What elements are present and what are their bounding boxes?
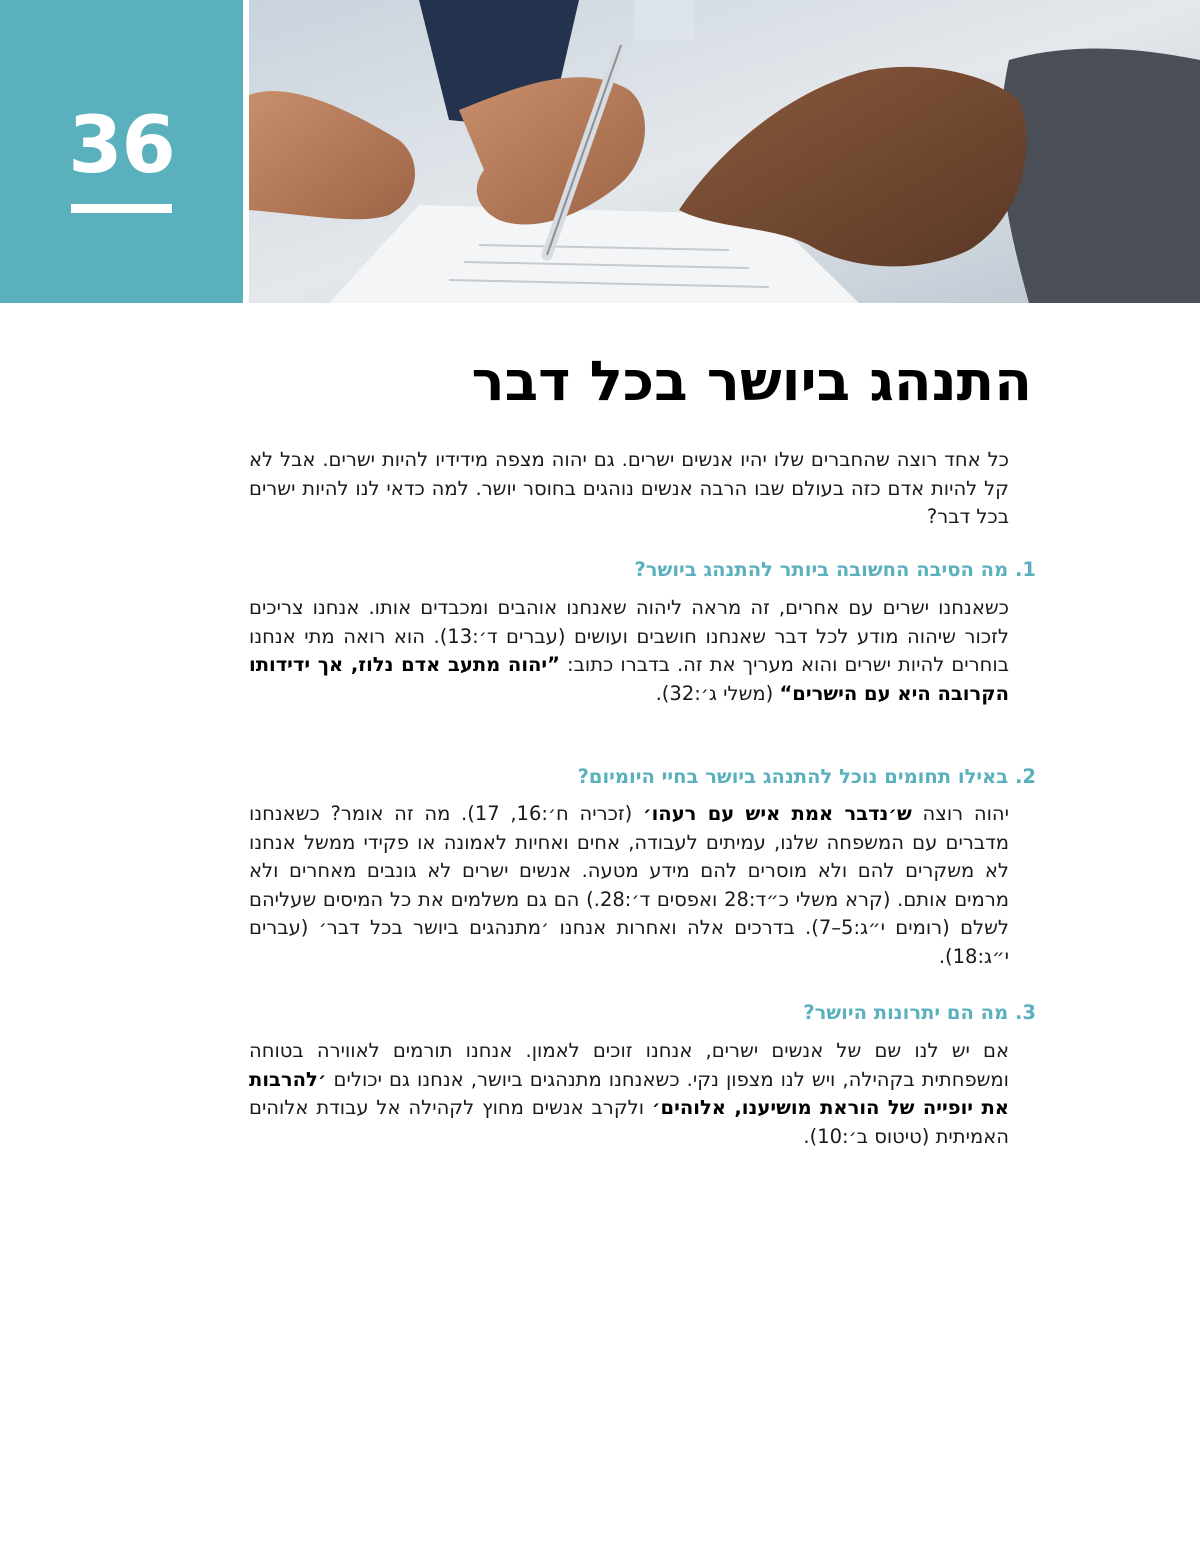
answer-2-text-a: יהוה רוצה — [911, 802, 1010, 825]
answer-1-paragraph — [249, 594, 1009, 708]
hands-signing-document-photo — [249, 0, 1200, 303]
intro-paragraph: כל אחד רוצה שהחברים שלו יהיו אנשים ישרים. גם יהוה מצפה מידידיו להיות ישרים. אבל לא קל להיות אדם כזה בעולם שבו הרבה אנשים נוהגים בחוסר יושר. למה כדאי לנו להיות ישרים בכל דבר? — [249, 448, 1009, 528]
lesson-number: 36 — [68, 101, 175, 191]
question-3-text: מה הם יתרונות היושר? — [803, 1001, 1009, 1024]
answer-3-text-a: אם יש לנו שם של אנשים ישרים, אנחנו זוכים לאמון. אנחנו תורמים לאווירה בטוחה ומשפחתית בקהילה, ויש לנו מצפון נקי. כשאנחנו מתנהגים ביושר, אנחנו גם יכולים — [249, 1039, 1009, 1091]
question-2 — [578, 764, 1036, 790]
question-2-number: 2. — [1015, 765, 1036, 788]
question-3 — [803, 1000, 1036, 1026]
answer-2-quote: ש׳נדבר אמת איש עם רעהו׳ — [642, 802, 912, 825]
answer-1-quote: ”יהוה מתעב אדם נלוז, אך ידידותו הקרובה היא עם הישרים“ — [249, 653, 1009, 705]
question-1 — [634, 557, 1036, 583]
answer-3-paragraph — [249, 1037, 1009, 1151]
question-1-text: מה הסיבה החשובה ביותר להתנהג ביושר? — [634, 558, 1009, 581]
answer-1-text-b: (משלי ג׳:32). — [655, 681, 780, 705]
answer-2-text-b: (זכריה ח׳:16, 17). מה זה אומר? כשאנחנו מדברים עם המשפחה שלנו, עמיתים לעבודה, אחים ואחיות לאמונה או פקידי ממשל אנחנו לא משקרים להם ולא מוסרים להם מידע מטעה. אנשים ישרים לא גונבים מאחרים ולא מרמים אותם. (קרא משלי כ״ד:28 ואפסים ד׳:28.) הם גם משלמים את כל המיסים שעליהם לשלם (רומים י״ג:5–7). בדרכים אלה ואחרות אנחנו ׳מתנהגים ביושר בכל דבר׳ (עברים י״ג:18). — [249, 802, 1010, 968]
question-1-number: 1. — [1015, 558, 1036, 581]
question-2-text: באילו תחומים נוכל להתנהג ביושר בחיי היומיום? — [577, 765, 1009, 788]
answer-1-text-a: כשאנחנו ישרים עם אחרים, זה מראה ליהוה שאנחנו אוהבים ומכבדים אותו. אנחנו צריכים לזכור שיהוה מודע לכל דבר שאנחנו חושבים ועושים (עברים ד׳:13). הוא רואה מתי אנחנו בוחרים להיות ישרים והוא מעריך את זה. בדברו כתוב: — [249, 596, 1010, 676]
answer-2-paragraph — [249, 800, 1009, 971]
lesson-number-box — [0, 0, 243, 303]
page-title: התנהג ביושר בכל דבר — [471, 349, 1032, 413]
answer-3-quote: ׳להרבות את יופייה של הוראת מושיענו, אלוהים׳ — [249, 1067, 1009, 1119]
question-3-number: 3. — [1015, 1001, 1036, 1024]
lesson-number-underline — [71, 204, 172, 213]
answer-3-text-b: ולקרב אנשים מחוץ לקהילה אל עבודת אלוהים האמיתית (טיטוס ב׳:10). — [249, 1096, 1009, 1148]
